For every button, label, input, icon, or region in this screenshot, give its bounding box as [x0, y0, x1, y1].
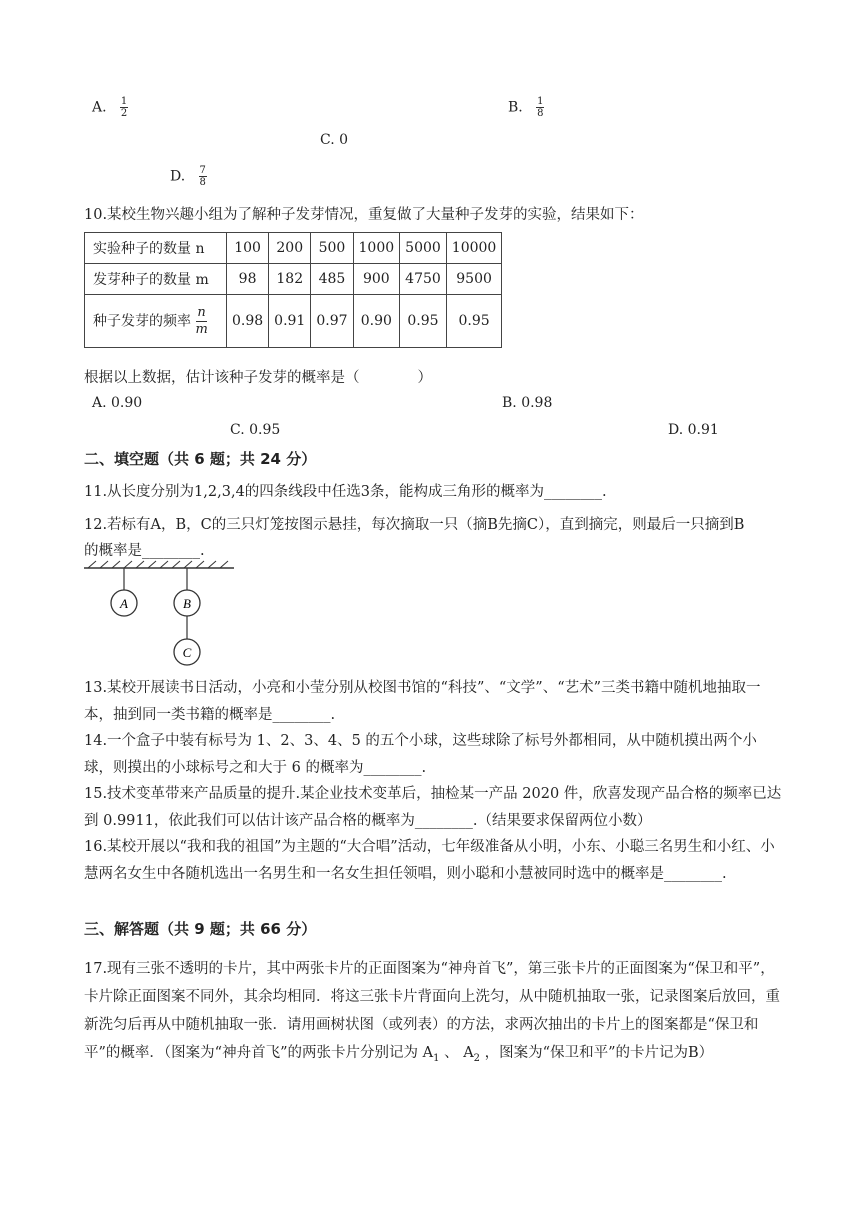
section-title-solutions: 三、解答题（共 9 题；共 66 分）	[84, 920, 317, 938]
q9-option-d	[170, 165, 207, 188]
table-cell: 0.91	[269, 295, 311, 348]
denominator: m	[195, 321, 208, 337]
lantern-c-label: C	[182, 645, 192, 660]
denominator: 2	[120, 108, 128, 119]
q15: 15.技术变革带来产品质量的提升.某企业技术变革后，抽检某一产品 2020 件，欣喜发现产品合格的频率已达到 0.9911，依此我们可以估计该产品合格的概率为________.（结果要求保留两位小数）	[84, 786, 782, 829]
table-cell: 0.98	[227, 295, 269, 348]
card-a1: A	[422, 1045, 434, 1061]
option-label: D.	[170, 168, 186, 185]
q16: 16.某校开展以“我和我的祖国”为主题的“大合唱”活动，七年级准备从小明，小东、小聪三名男生和小红、小慧两名女生中各随机选出一名男生和一名女生担任领唱，则小聪和小慧被同时选中的概率是________.	[84, 839, 775, 882]
q10-option-d: D. 0.91	[668, 422, 719, 438]
q12-line2: 的概率是________.	[84, 543, 205, 559]
table-cell: 5000	[400, 233, 447, 264]
table-cell: 182	[269, 264, 311, 295]
q10-question: 根据以上数据，估计该种子发芽的概率是（ ）	[84, 370, 432, 386]
table-cell: 10000	[446, 233, 502, 264]
subscript: 1	[433, 1052, 440, 1064]
table-cell: 1000	[353, 233, 400, 264]
fraction	[195, 305, 207, 338]
table-row-header: 实验种子的数量 n	[85, 233, 227, 264]
q14: 14.一个盒子中装有标号为 1、2、3、4、5 的五个小球，这些球除了标号外都相同，从中随机摸出两个小球，则摸出的小球标号之和大于 6 的概率为________.	[84, 733, 757, 776]
table-cell: 0.97	[311, 295, 353, 348]
subscript: 2	[473, 1052, 481, 1064]
q17-text-end: ，图案为“保卫和平”的卡片记为B）	[480, 1045, 714, 1061]
q10-stem: 10.某校生物兴趣小组为了解种子发芽情况，重复做了大量种子发芽的实验，结果如下：	[84, 207, 644, 223]
table-cell: 4750	[400, 264, 447, 295]
table-cell: 900	[353, 264, 400, 295]
table-row-header: 发芽种子的数量 m	[85, 264, 227, 295]
numerator: 1	[120, 96, 128, 107]
q9-option-c: C. 0	[320, 132, 349, 148]
table-cell: 500	[311, 233, 353, 264]
table-cell: 98	[227, 264, 269, 295]
ceiling-hatching	[88, 561, 228, 568]
denominator: 8	[537, 108, 544, 119]
fraction	[120, 96, 128, 119]
card-a2: A	[463, 1045, 474, 1061]
numerator: 1	[537, 96, 544, 107]
section-title-fill-in: 二、填空题（共 6 题；共 24 分）	[84, 450, 317, 468]
denominator: 8	[199, 177, 206, 188]
table-cell: 200	[269, 233, 311, 264]
numerator: n	[197, 304, 206, 320]
table-cell: 9500	[446, 264, 502, 295]
q13: 13.某校开展读书日活动，小亮和小莹分别从校图书馆的“科技”、“文学”、“艺术”三类书籍中随机地抽取一本，抽到同一类书籍的概率是________.	[84, 680, 761, 723]
q10-option-a: A. 0.90	[92, 395, 143, 411]
q12-line1: 12.若标有A，B，C的三只灯笼按图示悬挂，每次摘取一只（摘B先摘C），直到摘完，则最后一只摘到B	[84, 517, 745, 533]
q10-option-c: C. 0.95	[230, 422, 281, 438]
q11: 11.从长度分别为1,2,3,4的四条线段中任选3条，能构成三角形的概率为________.	[84, 484, 607, 500]
option-label: A.	[92, 99, 107, 116]
q9-option-b	[508, 96, 544, 119]
option-label: B.	[508, 99, 523, 116]
separator: 、	[439, 1045, 464, 1061]
q17	[84, 955, 784, 1073]
q9-option-a	[92, 96, 128, 119]
q10-option-b: B. 0.98	[502, 395, 553, 411]
lantern-a-label: A	[120, 596, 128, 611]
table-cell: 0.95	[446, 295, 502, 348]
row-header-text: 种子发芽的频率	[93, 313, 191, 329]
table-row-header	[85, 295, 227, 348]
numerator: 7	[199, 165, 206, 176]
q17-text: 17.现有三张不透明的卡片，其中两张卡片的正面图案为“神舟首飞”，第三张卡片的正面图案为“保卫和平”，卡片除正面图案不同外，其余均相同．将这三张卡片背面向上洗匀，从中随机抽取一张，记录图案后放回，重新洗匀后再从中随机抽取一张．请用画树状图（或列表）的方法，求两次抽出的卡片上的图案都是“保卫和平”的概率．（图案为“神舟首飞”的两张卡片分别记为	[84, 961, 780, 1061]
fraction	[199, 165, 207, 188]
lantern-b-label: B	[183, 596, 191, 611]
table-cell: 0.90	[353, 295, 400, 348]
fraction	[536, 96, 544, 119]
seed-germination-table	[84, 232, 502, 348]
table-cell: 0.95	[400, 295, 447, 348]
table-cell: 100	[227, 233, 269, 264]
lantern-diagram	[84, 560, 244, 672]
table-cell: 485	[311, 264, 353, 295]
